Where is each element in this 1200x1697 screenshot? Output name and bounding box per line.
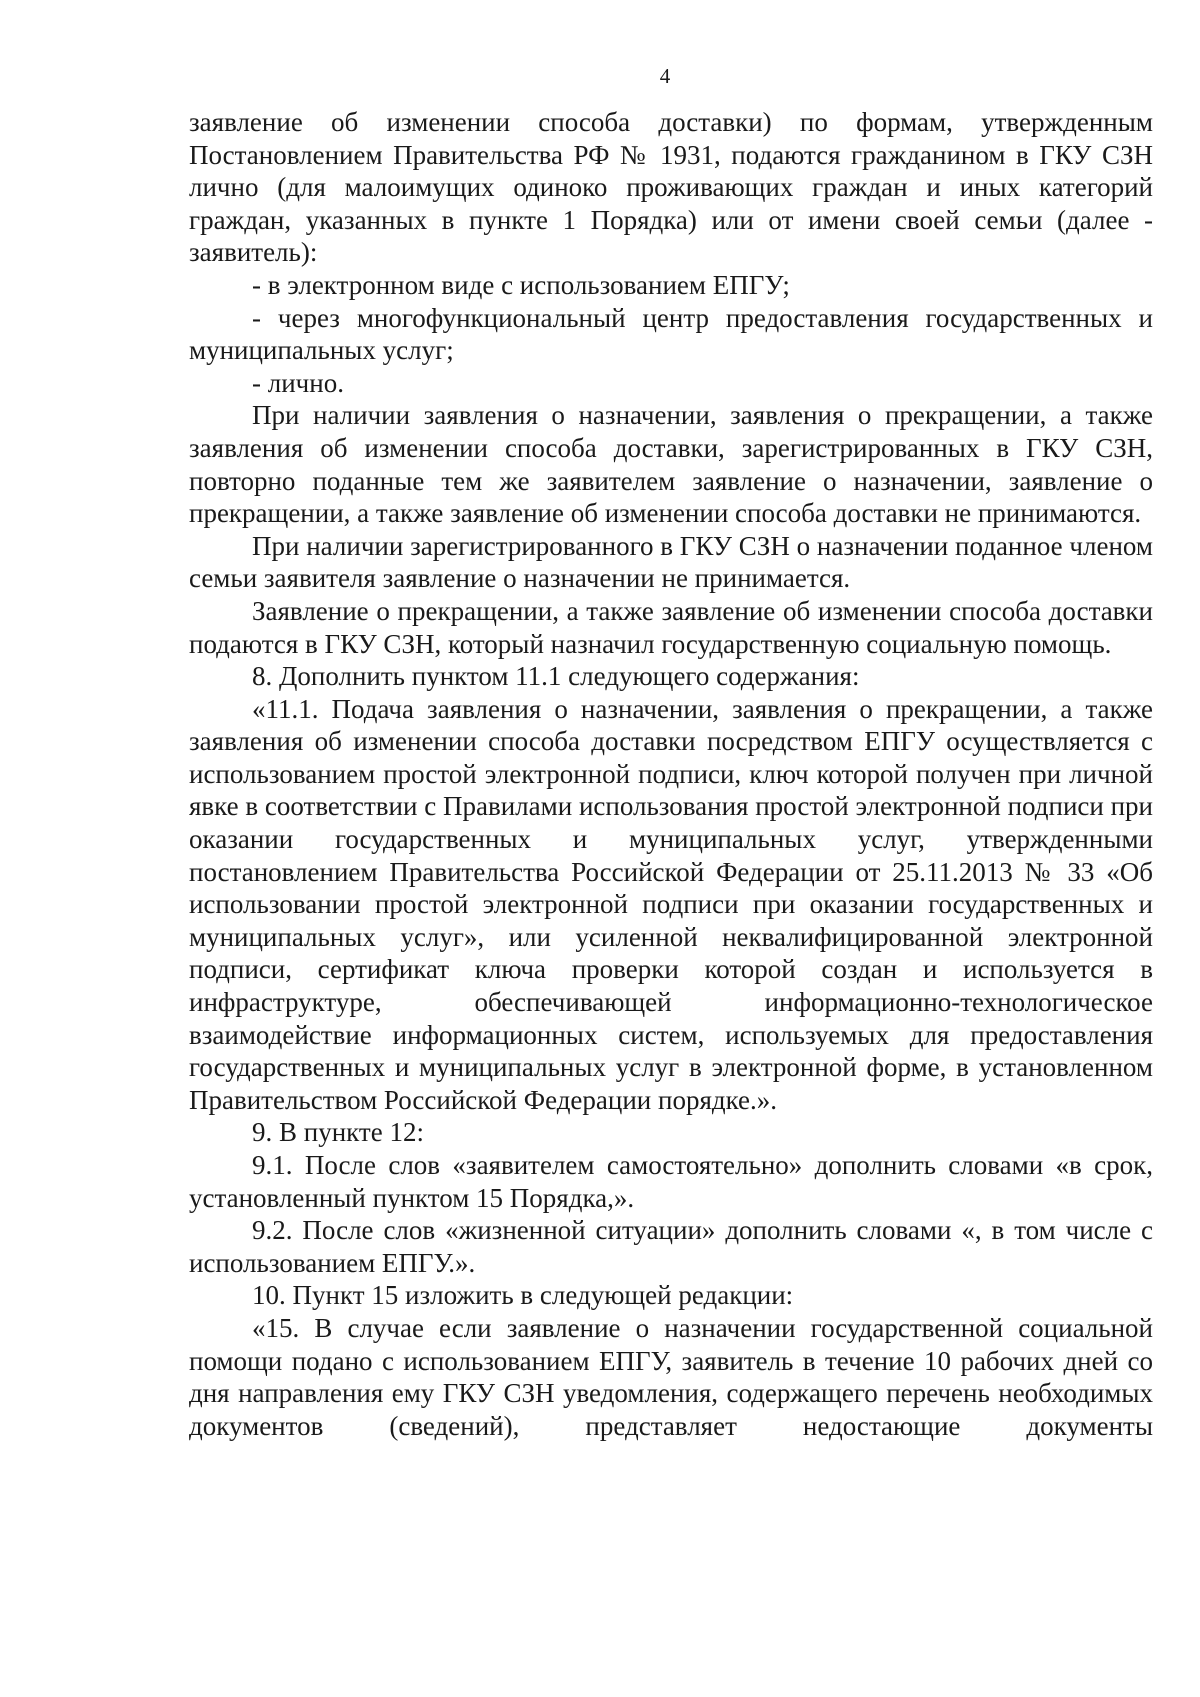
paragraph-item-9-1: 9.1. После слов «заявителем самостоятельно» дополнить словами «в срок, установленный пунктом 15 Порядка,». [189,1150,1153,1213]
document-body [189,106,1153,1442]
list-item-electronic: - в электронном виде с использованием ЕПГУ; [252,269,790,300]
paragraph-continuation: заявление об изменении способа доставки) по формам, утвержденным Постановлением Правительства РФ № 1931, подаются гражданином в ГКУ СЗН лично (для малоимущих одиноко проживающих граждан и иных категорий граждан, указанных в пункте 1 Порядка) или от имени своей семьи (далее - заявитель): [189,107,1153,268]
paragraph-item-8: 8. Дополнить пунктом 11.1 следующего содержания: [252,661,860,692]
paragraph-repeat-applications: При наличии заявления о назначении, заявления о прекращении, а также заявления об изменении способа доставки, зарегистрированных в ГКУ СЗН, повторно поданные тем же заявителем заявление о назначении, заявление о прекращении, а также заявление об изменении способа доставки не принимаются. [189,400,1153,529]
paragraph-termination: Заявление о прекращении, а также заявление об изменении способа доставки подаются в ГКУ СЗН, который назначил государственную социальную помощь. [189,595,1153,659]
list-item-in-person: - лично. [252,367,344,398]
paragraph-family-member: При наличии зарегистрированного в ГКУ СЗН о назначении поданное членом семьи заявителя заявление о назначении не принимается. [189,530,1153,594]
paragraph-item-11-1: «11.1. Подача заявления о назначении, заявления о прекращении, а также заявления об изменении способа доставки посредством ЕПГУ осуществляется с использованием простой электронной подписи, ключ которой получен при личной явке в соответствии с Правилами использования простой электронной подписи при оказании государственных и муниципальных услуг, утвержденными постановлением Правительства Российской Федерации от 25.11.2013 № 33 «Об использовании простой электронной подписи при оказании государственных и муниципальных услуг», или усиленной неквалифицированной электронной подписи, сертификат ключа проверки которой создан и используется в инфраструктуре, обеспечивающей информационно-технологическое взаимодействие информационных систем, используемых для предоставления государственных и муниципальных услуг в электронной форме, в установленном Правительством Российской Федерации порядке.». [189,693,1153,1115]
list-item-mfc: - через многофункциональный центр предоставления государственных и муниципальных услуг; [189,302,1153,366]
page-number: 4 [659,64,671,88]
paragraph-item-15: «15. В случае если заявление о назначении государственной социальной помощи подано с использованием ЕПГУ, заявитель в течение 10 рабочих дней со дня направления ему ГКУ СЗН уведомления, содержащего перечень необходимых документов (сведений), представляет недостающие документы [189,1312,1153,1441]
paragraph-item-9-2: 9.2. После слов «жизненной ситуации» дополнить словами «, в том числе с использованием ЕПГУ.». [189,1215,1153,1278]
paragraph-item-9: 9. В пункте 12: [252,1117,424,1148]
paragraph-item-10: 10. Пункт 15 изложить в следующей редакции: [252,1280,794,1311]
